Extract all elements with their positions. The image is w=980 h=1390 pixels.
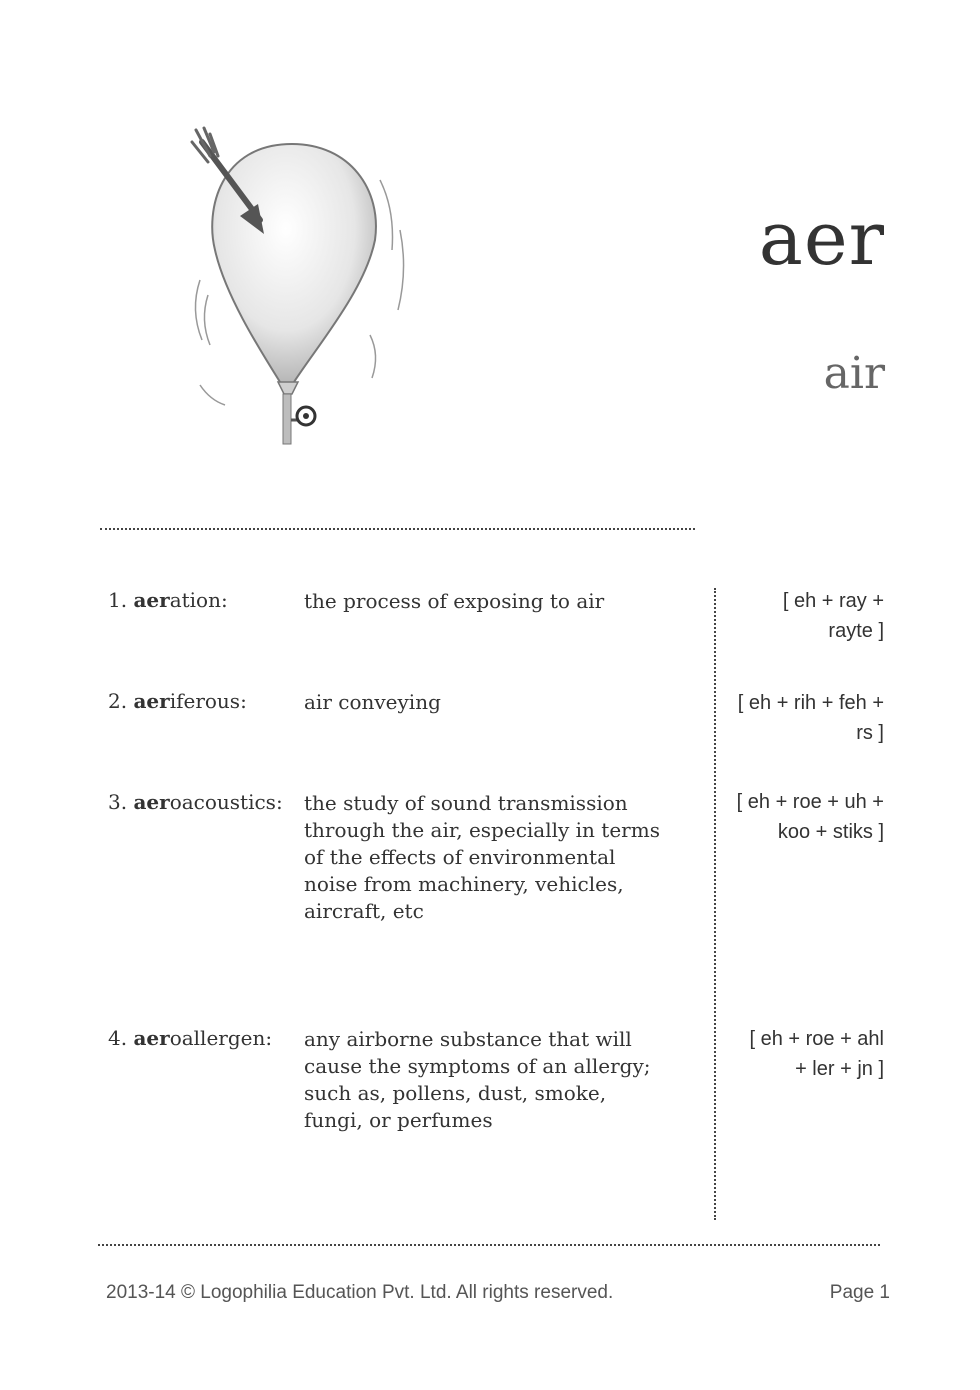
dotted-divider-bottom xyxy=(98,1244,880,1246)
entry-pronunciation: [ eh + roe + uh + koo + stiks ] xyxy=(736,791,884,843)
dotted-divider-top xyxy=(100,528,695,530)
entry-term xyxy=(108,689,247,713)
entry-definition: air conveying xyxy=(304,690,441,714)
entry-definition: the process of exposing to air xyxy=(304,589,605,613)
entry-root-part: aer xyxy=(133,1026,170,1050)
entry-pronunciation: [ eh + ray + rayte ] xyxy=(782,590,884,642)
entry-root-part: aer xyxy=(133,790,170,814)
entry-term xyxy=(108,588,228,612)
entry-root-part: aer xyxy=(133,588,170,612)
entry-definition: the study of sound transmission through the air, especially in terms of the effects of environmental noise from machinery, vehicles, aircraft, etc xyxy=(304,791,660,923)
entry-suffix-part: oacoustics: xyxy=(169,790,283,814)
entry-number: 1. xyxy=(108,588,128,612)
entry-suffix-part: ation: xyxy=(169,588,228,612)
footer-copyright: 2013-14 © Logophilia Education Pvt. Ltd. All rights reserved. xyxy=(106,1282,614,1303)
root-meaning: air xyxy=(823,348,885,399)
entry-number: 3. xyxy=(108,790,128,814)
entry-term xyxy=(108,1026,272,1050)
entry-suffix-part: oallergen: xyxy=(169,1026,273,1050)
entry-definition: any airborne substance that will cause the symptoms of an allergy; such as, pollens, dust, smoke, fungi, or perfumes xyxy=(304,1027,651,1132)
entry-suffix-part: iferous: xyxy=(169,689,247,713)
entry-number: 4. xyxy=(108,1026,128,1050)
entry-pronunciation: [ eh + roe + ahl + ler + jn ] xyxy=(749,1028,884,1080)
entry-pronunciation: [ eh + rih + feh + rs ] xyxy=(737,692,884,744)
entry-term xyxy=(108,790,283,814)
footer-page-number: Page 1 xyxy=(829,1282,890,1303)
balloon-with-arrow-icon xyxy=(180,120,430,450)
root-word: aer xyxy=(758,196,885,282)
dotted-divider-vertical xyxy=(714,588,716,1220)
entry-root-part: aer xyxy=(133,689,170,713)
entry-number: 2. xyxy=(108,689,128,713)
